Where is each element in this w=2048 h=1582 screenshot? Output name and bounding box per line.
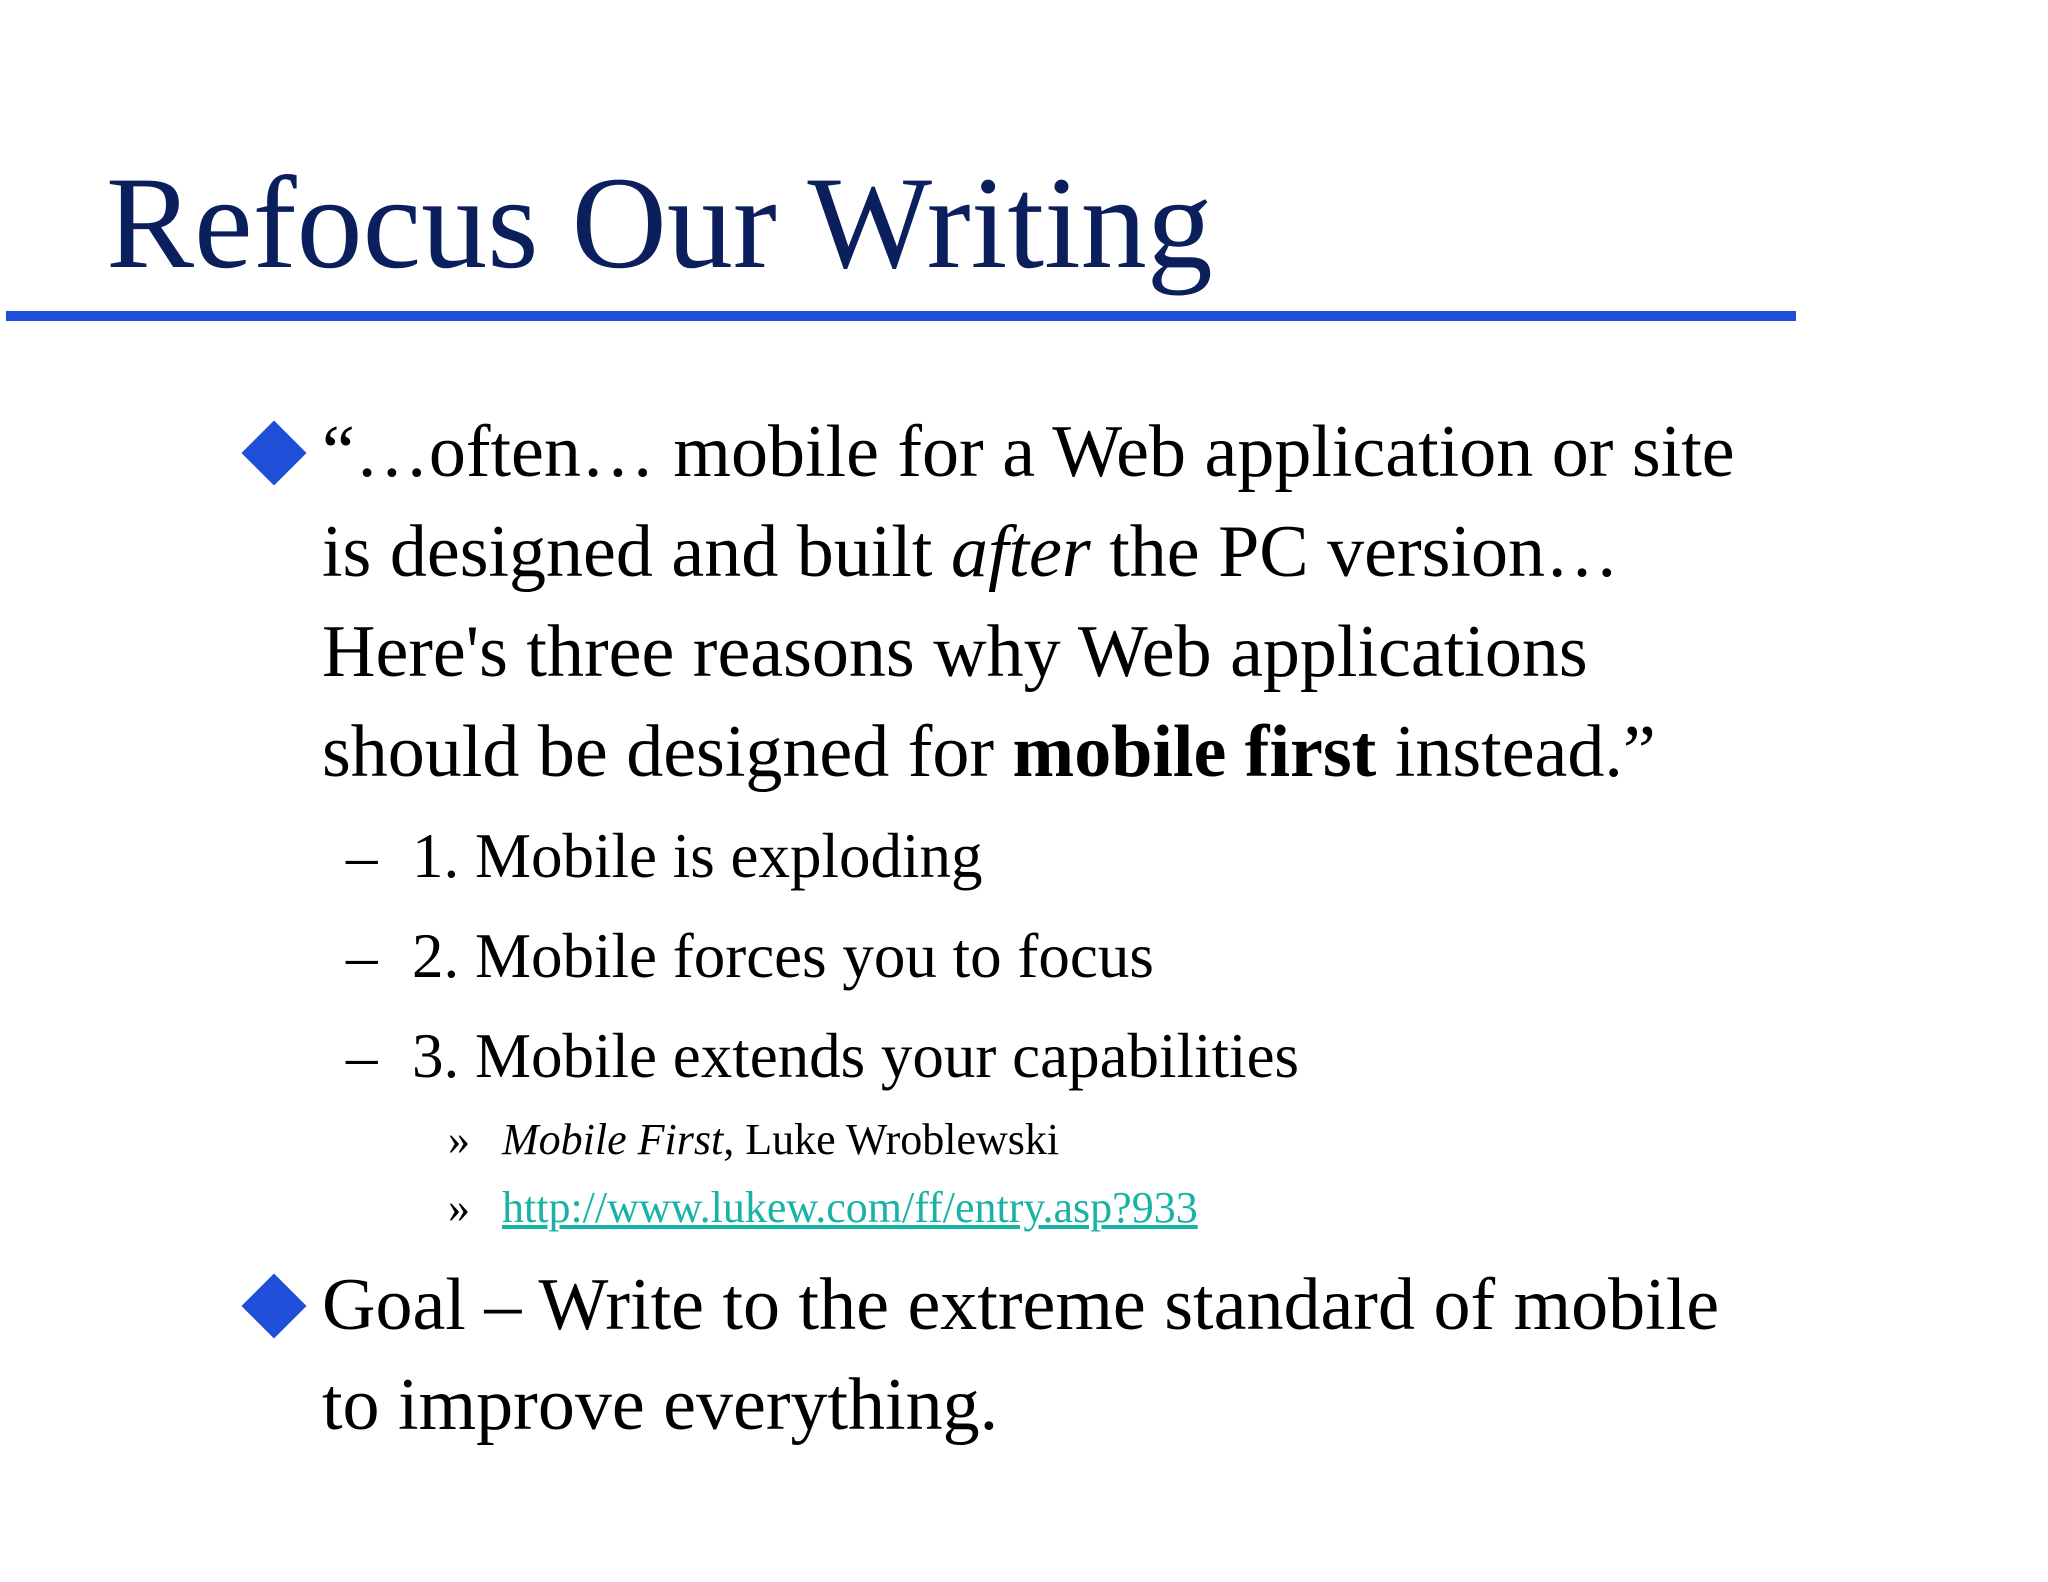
dash-marker: – xyxy=(346,1021,378,1091)
quote-line-3 xyxy=(322,602,1588,702)
quote-emphasis: after xyxy=(950,511,1091,593)
title-underline xyxy=(6,311,1796,321)
dash-marker: – xyxy=(346,821,378,891)
quote-bold: mobile first xyxy=(1012,711,1377,793)
source-url-link[interactable]: http://www.lukew.com/ff/entry.asp?933 xyxy=(502,1183,1198,1232)
book-title: Mobile First xyxy=(502,1115,724,1164)
source-link-row xyxy=(448,1178,1198,1238)
quote-line-4 xyxy=(322,702,1656,802)
dash-marker: – xyxy=(346,921,378,991)
raquo-marker: » xyxy=(448,1183,470,1232)
goal-line-2: to improve everything. xyxy=(322,1364,999,1446)
reason-item xyxy=(346,916,1154,996)
source-book xyxy=(448,1110,1059,1170)
reason-text: 2. Mobile forces you to focus xyxy=(412,921,1154,991)
diamond-bullet-icon xyxy=(241,420,306,485)
reason-item xyxy=(346,1016,1299,1096)
raquo-marker: » xyxy=(448,1115,470,1164)
quote-text: Here's three reasons why Web applications xyxy=(322,611,1588,693)
quote-text: “…often… mobile for a Web application or site xyxy=(322,411,1735,493)
slide-title: Refocus Our Writing xyxy=(106,149,1213,296)
book-author: , Luke Wroblewski xyxy=(723,1115,1060,1164)
reason-text: 3. Mobile extends your capabilities xyxy=(412,1021,1300,1091)
reason-item xyxy=(346,816,982,896)
quote-text: is designed and built xyxy=(322,511,951,593)
quote-line-1 xyxy=(322,402,1735,502)
quote-text: should be designed for xyxy=(322,711,1013,793)
quote-text: the PC version… xyxy=(1090,511,1619,593)
quote-text: instead.” xyxy=(1376,711,1656,793)
reason-text: 1. Mobile is exploding xyxy=(412,821,983,891)
goal-line-1: Goal – Write to the extreme standard of mobile xyxy=(322,1264,1720,1346)
diamond-bullet-icon xyxy=(241,1273,306,1338)
quote-line-2 xyxy=(322,502,1619,602)
